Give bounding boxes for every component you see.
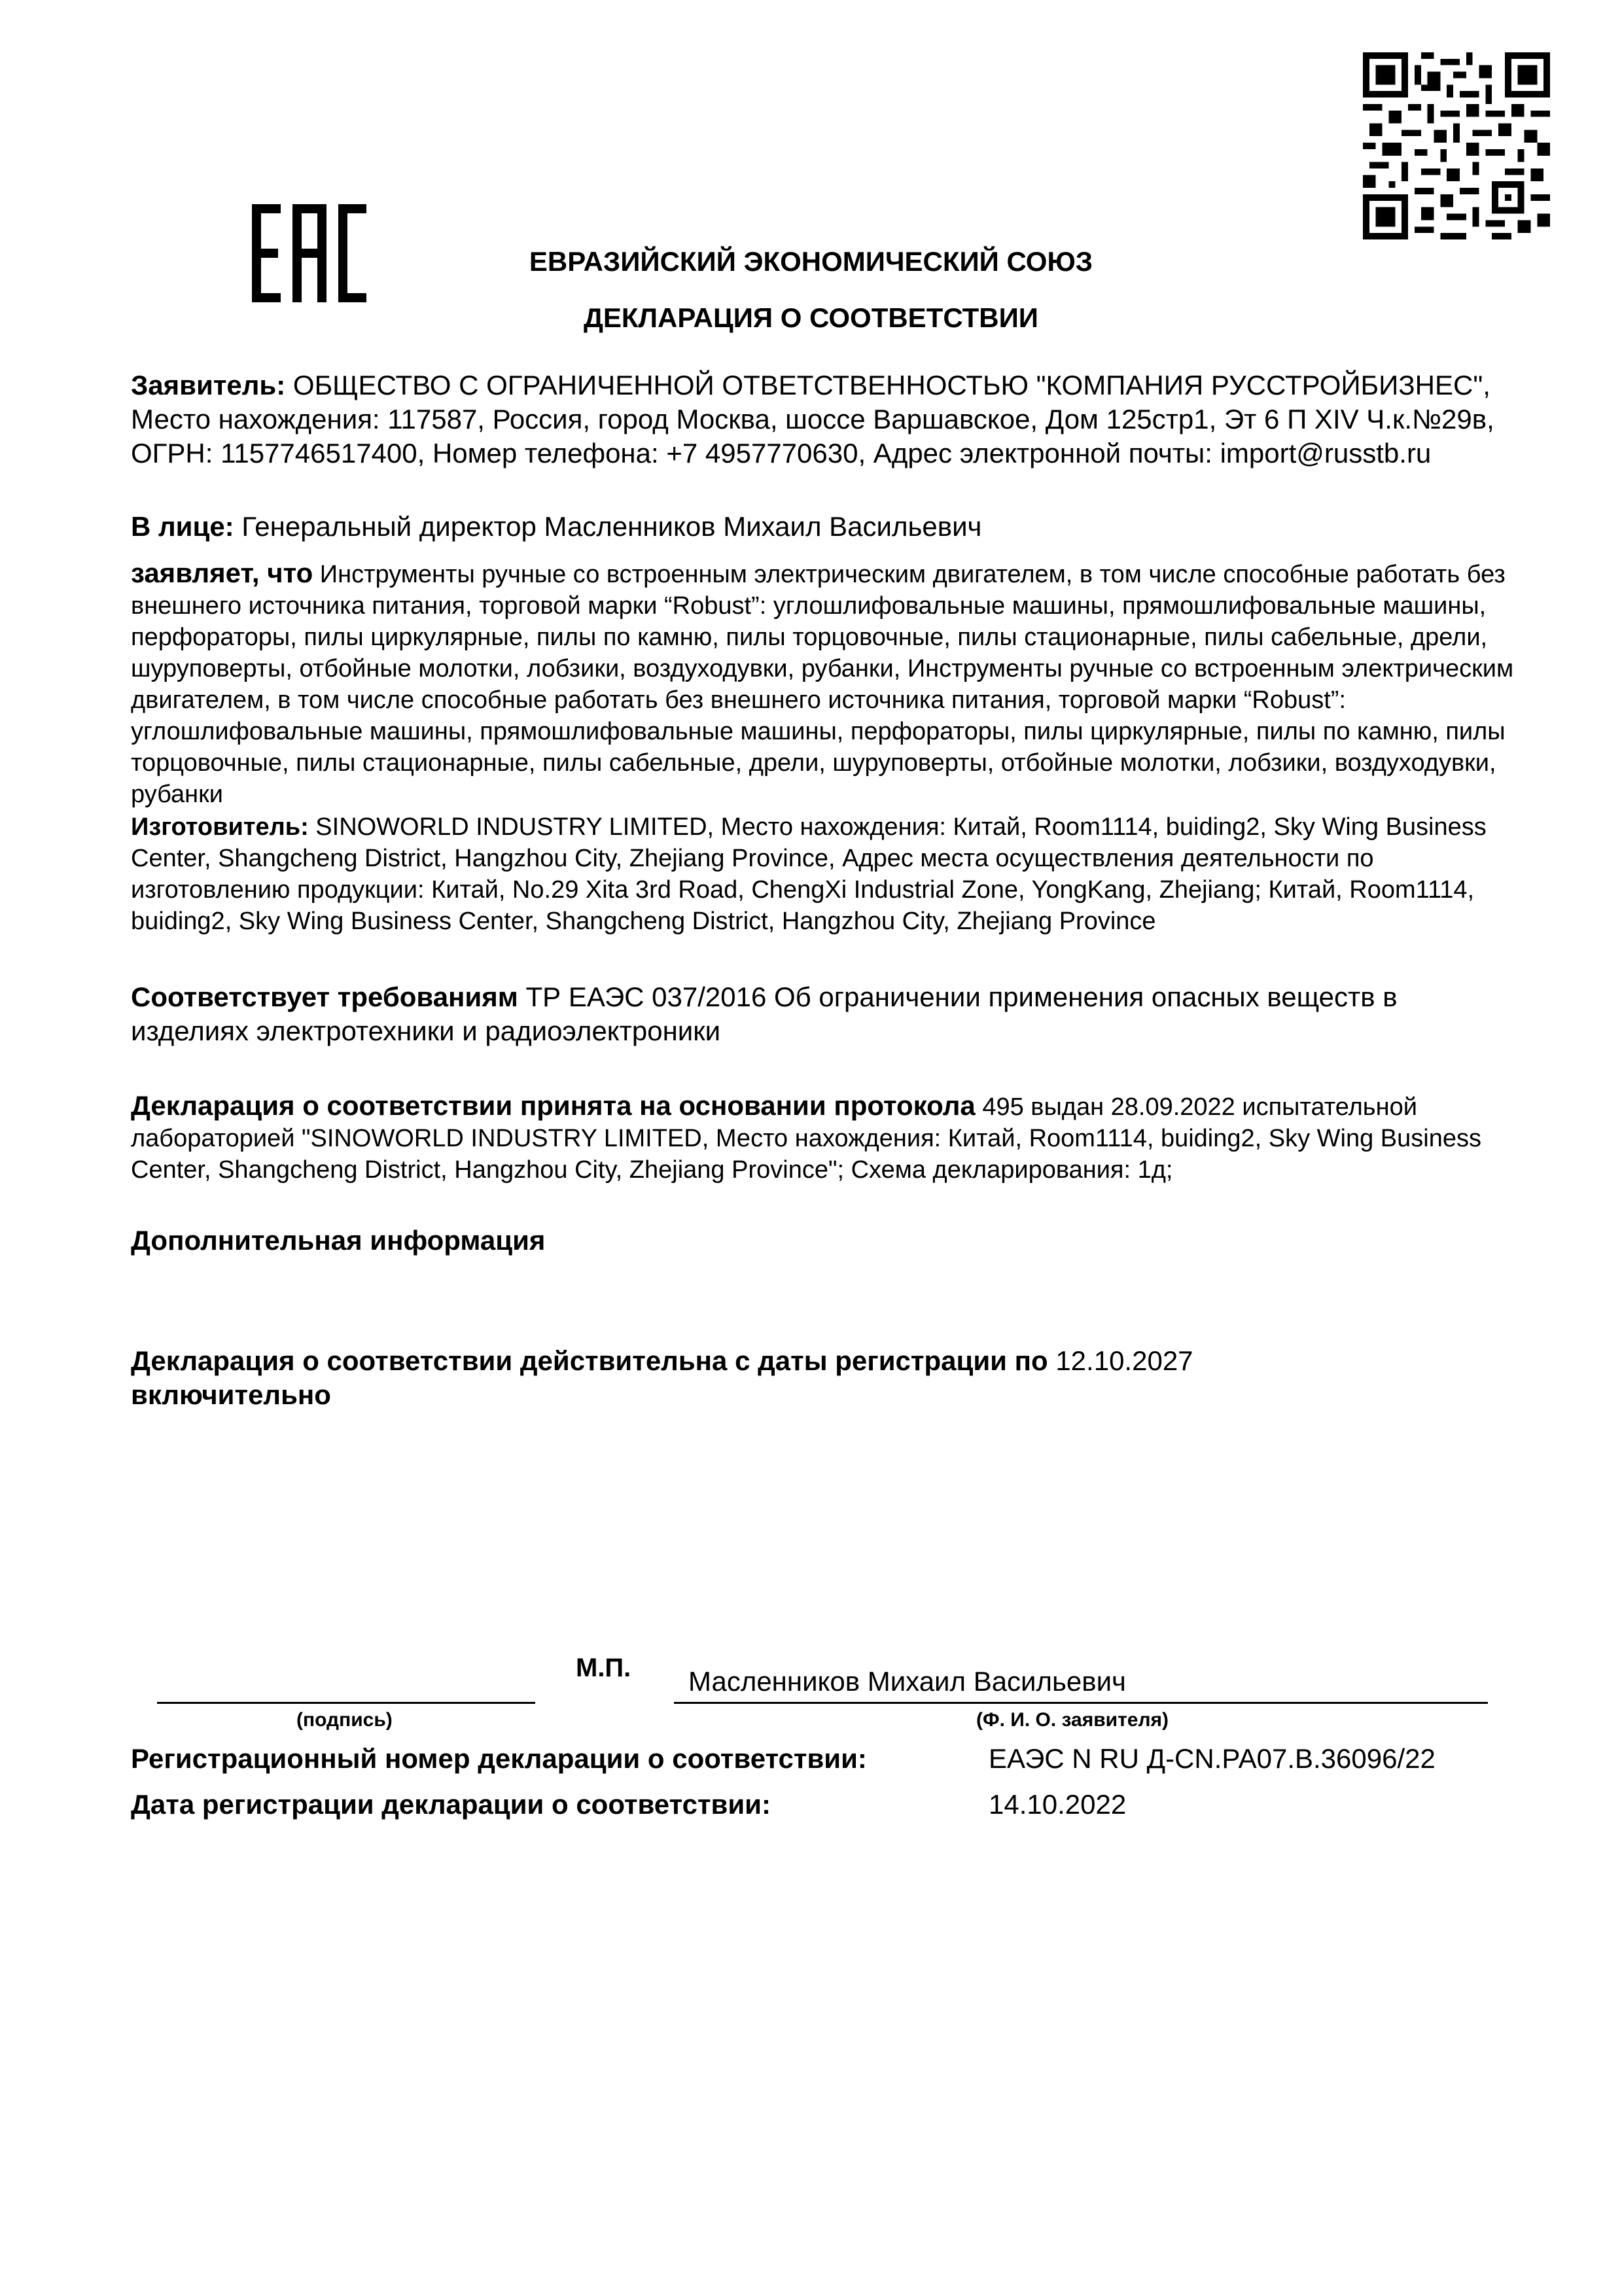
declares-label: заявляет, что [131, 557, 313, 588]
validity-suffix: включительно [131, 1379, 331, 1410]
union-heading: ЕВРАЗИЙСКИЙ ЭКОНОМИЧЕСКИЙ СОЮЗ [529, 246, 1093, 277]
complies-section [131, 980, 1518, 1048]
basis-section [131, 1090, 1518, 1186]
registration-number-label: Регистрационный номер декларации о соответствии: [131, 1743, 867, 1774]
manufacturer-label: Изготовитель: [131, 813, 309, 841]
complies-text: ТР ЕАЭС 037/2016 Об ограничении применения опасных веществ в изделиях электротехники и радиоэлектроники [131, 981, 1398, 1046]
qr-code-icon [1363, 52, 1550, 239]
validity-date: 12.10.2027 [1048, 1345, 1193, 1376]
stamp-label: М.П. [576, 1653, 631, 1682]
applicant-text: ОБЩЕСТВО С ОГРАНИЧЕННОЙ ОТВЕТСТВЕННОСТЬЮ "КОМПАНИЯ РУССТРОЙБИЗНЕС", Место нахождения: 117587, Россия, город Москва, шоссе Варшавское, Дом 125стр1, Эт 6 П XIV Ч.к.№29в, ОГРН: 1157746517400, Номер телефона: +7 4957770630, Адрес электронной почты: import@russtb.ru [131, 370, 1494, 468]
signature-line [157, 1702, 535, 1704]
represented-by-text: Генеральный директор Масленников Михаил Васильевич [234, 511, 982, 542]
validity-section [131, 1344, 1518, 1412]
registration-date-label: Дата регистрации декларации о соответствии: [131, 1789, 771, 1820]
manufacturer-text: SINOWORLD INDUSTRY LIMITED, Место нахождения: Китай, Room1114, buiding2, Sky Wing Business Center, Shangcheng District, Hangzhou City, Zhejiang Province, Адрес места осуществления деятельности по изготовлению продукции: Китай, No.29 Xita 3rd Road, ChengXi Industrial Zone, YongKang, Zhejiang; Китай, Room1114, buiding2, Sky Wing Business Center, Shangcheng District, Hangzhou City, Zhejiang Province [131, 813, 1487, 935]
represented-by-section [131, 510, 1518, 544]
applicant-label: Заявитель: [131, 370, 286, 400]
document-title: ДЕКЛАРАЦИЯ О СООТВЕТСТВИИ [583, 302, 1038, 333]
basis-text: 495 выдан 28.09.2022 испытательной лабораторией "SINOWORLD INDUSTRY LIMITED, Место нахождения: Китай, Room1114, buiding2, Sky Wing Business Center, Shangcheng District, Hangzhou City, Zhejiang Province"; Схема декларирования: 1д; [131, 1093, 1481, 1184]
additional-info-section [131, 1224, 1518, 1258]
applicant-section [131, 368, 1518, 470]
complies-label: Соответствует требованиям [131, 981, 518, 1012]
name-caption: (Ф. И. О. заявителя) [976, 1709, 1169, 1731]
represented-by-label: В лице: [131, 511, 234, 542]
manufacturer-section [131, 811, 1518, 937]
registration-number: ЕАЭС N RU Д-CN.РА07.В.36096/22 [989, 1743, 1436, 1774]
additional-info-label: Дополнительная информация [131, 1225, 546, 1256]
registration-date: 14.10.2022 [989, 1789, 1127, 1820]
signature-caption: (подпись) [296, 1709, 393, 1731]
basis-label: Декларация о соответствии принята на основании протокола [131, 1090, 976, 1121]
name-line [674, 1702, 1488, 1704]
declares-section [131, 557, 1518, 810]
declares-text: Инструменты ручные со встроенным электрическим двигателем, в том числе способные работать без внешнего источника питания, торговой марки “Robust”: углошлифовальные машины, прямошлифовальные машины, перфораторы, пилы циркулярные, пилы по камню, пилы торцовочные, пилы стационарные, пилы сабельные, дрели, шуруповерты, отбойные молотки, лобзики, воздуходувки, рубанки, Инструменты ручные со встроенным электрическим двигателем, в том числе способные работать без внешнего источника питания, торговой марки “Robust”: углошлифовальные машины, прямошлифовальные машины, перфораторы, пилы циркулярные, пилы по камню, пилы торцовочные, пилы стационарные, пилы сабельные, дрели, шуруповерты, отбойные молотки, лобзики, воздуходувки, рубанки [131, 561, 1514, 808]
validity-label: Декларация о соответствии действительна с даты регистрации по [131, 1345, 1048, 1376]
applicant-name: Масленников Михаил Васильевич [688, 1666, 1126, 1697]
